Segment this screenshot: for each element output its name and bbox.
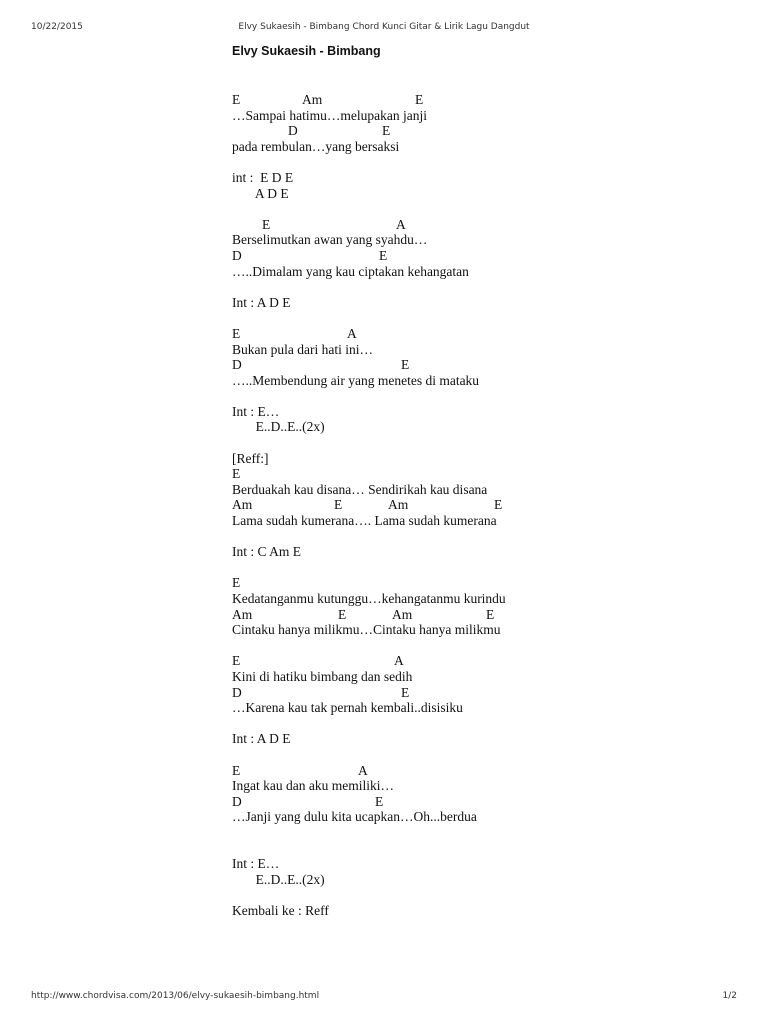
lyric-line: …Sampai hatimu…melupakan janji	[232, 107, 427, 123]
blank-line	[232, 716, 732, 732]
print-header-title: Elvy Sukaesih - Bimbang Chord Kunci Gitar & Lirik Lagu Dangdut	[238, 22, 530, 32]
lyric-line: …Janji yang dulu kita ucapkan…Oh...berdua	[232, 809, 477, 825]
chord-symbol: Am	[302, 92, 323, 107]
blank-line	[232, 747, 732, 763]
song-title: Elvy Sukaesih - Bimbang	[232, 44, 381, 58]
chord-symbol: A	[396, 216, 406, 232]
blank-line	[232, 201, 732, 217]
lyric-line: Ingat kau dan aku memiliki…	[232, 778, 394, 794]
lyric-line: Kedatanganmu kutunggu…kehangatanmu kurindu	[232, 591, 506, 606]
lyric-line: E..D..E..(2x)	[232, 871, 325, 887]
chord-symbol: E	[232, 762, 241, 778]
lyric-line: …..Dimalam yang kau ciptakan kehangatan	[232, 263, 469, 279]
lyric-line: Int : A D E	[232, 294, 291, 310]
print-footer-url[interactable]: http://www.chordvisa.com/2013/06/elvy-sukaesih-bimbang.html	[31, 991, 320, 1001]
blank-line	[232, 279, 732, 295]
blank-line	[232, 388, 732, 404]
chord-line	[232, 92, 732, 108]
chord-line	[232, 357, 732, 373]
chord-line	[232, 248, 732, 264]
chord-line	[232, 794, 732, 810]
chord-symbol: E	[262, 216, 271, 232]
blank-line	[232, 435, 732, 451]
chord-line	[232, 685, 732, 701]
lyric-line: E	[232, 575, 241, 591]
page-number: 1/2	[722, 991, 737, 1001]
print-date: 10/22/2015	[31, 22, 83, 32]
blank-line	[232, 638, 732, 654]
blank-line	[232, 825, 732, 841]
lyric-line: Kembali ke : Reff	[232, 902, 329, 918]
lyric-line: …Karena kau tak pernah kembali..disisiku	[232, 700, 463, 716]
blank-line	[232, 887, 732, 903]
chord-symbol: E	[338, 606, 347, 622]
chord-line	[232, 123, 732, 139]
lyric-line: [Reff:]	[232, 450, 269, 466]
chord-symbol: Am	[388, 497, 409, 513]
chord-symbol: A	[347, 325, 357, 341]
chord-line	[232, 763, 732, 779]
lyric-line: E..D..E..(2x)	[232, 419, 325, 435]
lyric-line: A D E	[232, 185, 289, 201]
chord-symbol: A	[358, 762, 368, 778]
chord-symbol: E	[232, 92, 241, 107]
chord-line	[232, 497, 732, 513]
lyric-line: Cintaku hanya milikmu…Cintaku hanya milikmu	[232, 622, 501, 638]
chord-symbol: E	[232, 653, 241, 669]
blank-line	[232, 310, 732, 326]
chord-line	[232, 326, 732, 342]
lyric-line: pada rembulan…yang bersaksi	[232, 138, 400, 154]
chord-symbol: D	[232, 357, 242, 373]
chord-symbol: D	[232, 684, 242, 700]
lyrics-chords-body	[232, 92, 732, 918]
lyric-line: Bukan pula dari hati ini…	[232, 341, 373, 357]
lyric-line: Int : E…	[232, 856, 280, 872]
lyric-line: …..Membendung air yang menetes di mataku	[232, 372, 480, 388]
lyric-line: int : E D E	[232, 169, 294, 185]
lyric-line: Berduakah kau disana… Sendirikah kau disana	[232, 481, 488, 497]
chord-symbol: E	[375, 793, 384, 809]
blank-line	[232, 154, 732, 170]
lyric-line: Lama sudah kumerana…. Lama sudah kumerana	[232, 513, 497, 529]
chord-symbol: E	[415, 92, 424, 107]
chord-symbol: E	[334, 497, 343, 513]
lyric-line: Kini di hatiku bimbang dan sedih	[232, 668, 413, 684]
chord-symbol: E	[401, 357, 410, 373]
lyric-line: Int : C Am E	[232, 544, 302, 560]
chord-line	[232, 607, 732, 623]
lyric-line: E	[232, 466, 241, 482]
chord-symbol: Am	[392, 606, 413, 622]
chord-symbol: D	[232, 793, 242, 809]
chord-symbol: E	[379, 247, 388, 263]
chord-line	[232, 653, 732, 669]
chord-symbol: E	[232, 325, 241, 341]
chord-symbol: D	[288, 123, 298, 139]
blank-line	[232, 841, 732, 857]
lyric-line: Int : E…	[232, 403, 280, 419]
chord-symbol: E	[486, 606, 495, 622]
chord-symbol: A	[394, 653, 404, 669]
chord-symbol: Am	[232, 606, 253, 622]
chord-line	[232, 217, 732, 233]
chord-symbol: D	[232, 247, 242, 263]
chord-symbol: Am	[232, 497, 253, 513]
lyric-line: Int : A D E	[232, 731, 291, 747]
chord-symbol: E	[382, 123, 391, 139]
blank-line	[232, 529, 732, 545]
lyric-line: Berselimutkan awan yang syahdu…	[232, 232, 428, 248]
chord-symbol: E	[494, 497, 503, 513]
chord-symbol: E	[401, 684, 410, 700]
blank-line	[232, 560, 732, 576]
